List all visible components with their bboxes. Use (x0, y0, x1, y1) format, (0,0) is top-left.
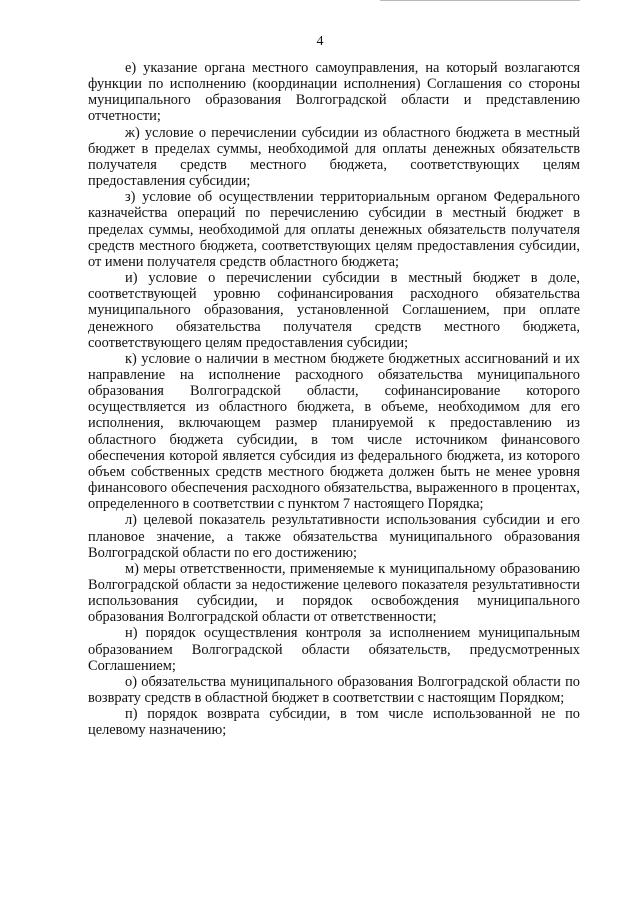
paragraph-e: е) указание органа местного самоуправления, на который возлагаются функции по исполнению (координации исполнения) Соглашения со стороны муниципального образования Волгоградской области и представлению отчетности; (88, 60, 580, 125)
paragraph-m: м) меры ответственности, применяемые к муниципальному образованию Волгоградской области за недостижение целевого показателя результативности использования субсидии, и порядок освобождения муниципального образования Волгоградской области от ответственности; (88, 560, 580, 626)
paragraph-n: н) порядок осуществления контроля за исполнением муниципальным образованием Волгоградской области обязательств, предусмотренных Соглашением; (88, 625, 580, 674)
paragraph-o: о) обязательства муниципального образования Волгоградской области по возврату средств в областной бюджет в соответствии с настоящим Порядком; (88, 673, 580, 707)
page-number: 4 (316, 34, 324, 49)
paragraph-z: з) условие об осуществлении территориальным органом Федерального казначейства операций по перечислению субсидии в местный бюджет в пределах суммы, необходимой для оплаты денежных обязательств получателя средств местного бюджета, соответствующих целям предоставления субсидии, от имени получателя средств областного бюджета; (88, 189, 580, 270)
paragraph-zh: ж) условие о перечислении субсидии из областного бюджета в местный бюджет в пределах суммы, необходимой для оплаты денежных обязательств получателя средств местного бюджета, соответствующих целям предоставления субсидии; (88, 124, 580, 190)
paragraph-k: к) условие о наличии в местном бюджете бюджетных ассигнований и их направление на исполнение расходного обязательства муниципального образования Волгоградской области, софинансирование которого осуществляется из областного бюджета, в объеме, необходимом для его исполнения, включающем размер планируемой к предоставлению из областного бюджета субсидии, в том числе источником финансового обеспечения которой является субсидия из федерального бюджета, из которого объем собственных средств местного бюджета должен быть не менее уровня финансового обеспечения расходного обязательства, выраженного в процентах, определенного в соответствии с пунктом 7 настоящего Порядка; (88, 350, 580, 513)
top-edge-line (380, 0, 580, 1)
paragraph-i: и) условие о перечислении субсидии в местный бюджет в доле, соответствующей уровню софинансирования расходного обязательства муниципального образования, установленной Соглашением, при оплате денежного обязательства получателя средств местного бюджета, соответствующего целям предоставления субсидии; (88, 270, 580, 351)
document-body (88, 60, 580, 739)
paragraph-p: п) порядок возврата субсидии, в том числе использованной не по целевому назначению; (88, 706, 580, 739)
paragraph-l: л) целевой показатель результативности использования субсидии и его плановое значение, а также обязательства муниципального образования Волгоградской области по его достижению; (88, 512, 580, 561)
